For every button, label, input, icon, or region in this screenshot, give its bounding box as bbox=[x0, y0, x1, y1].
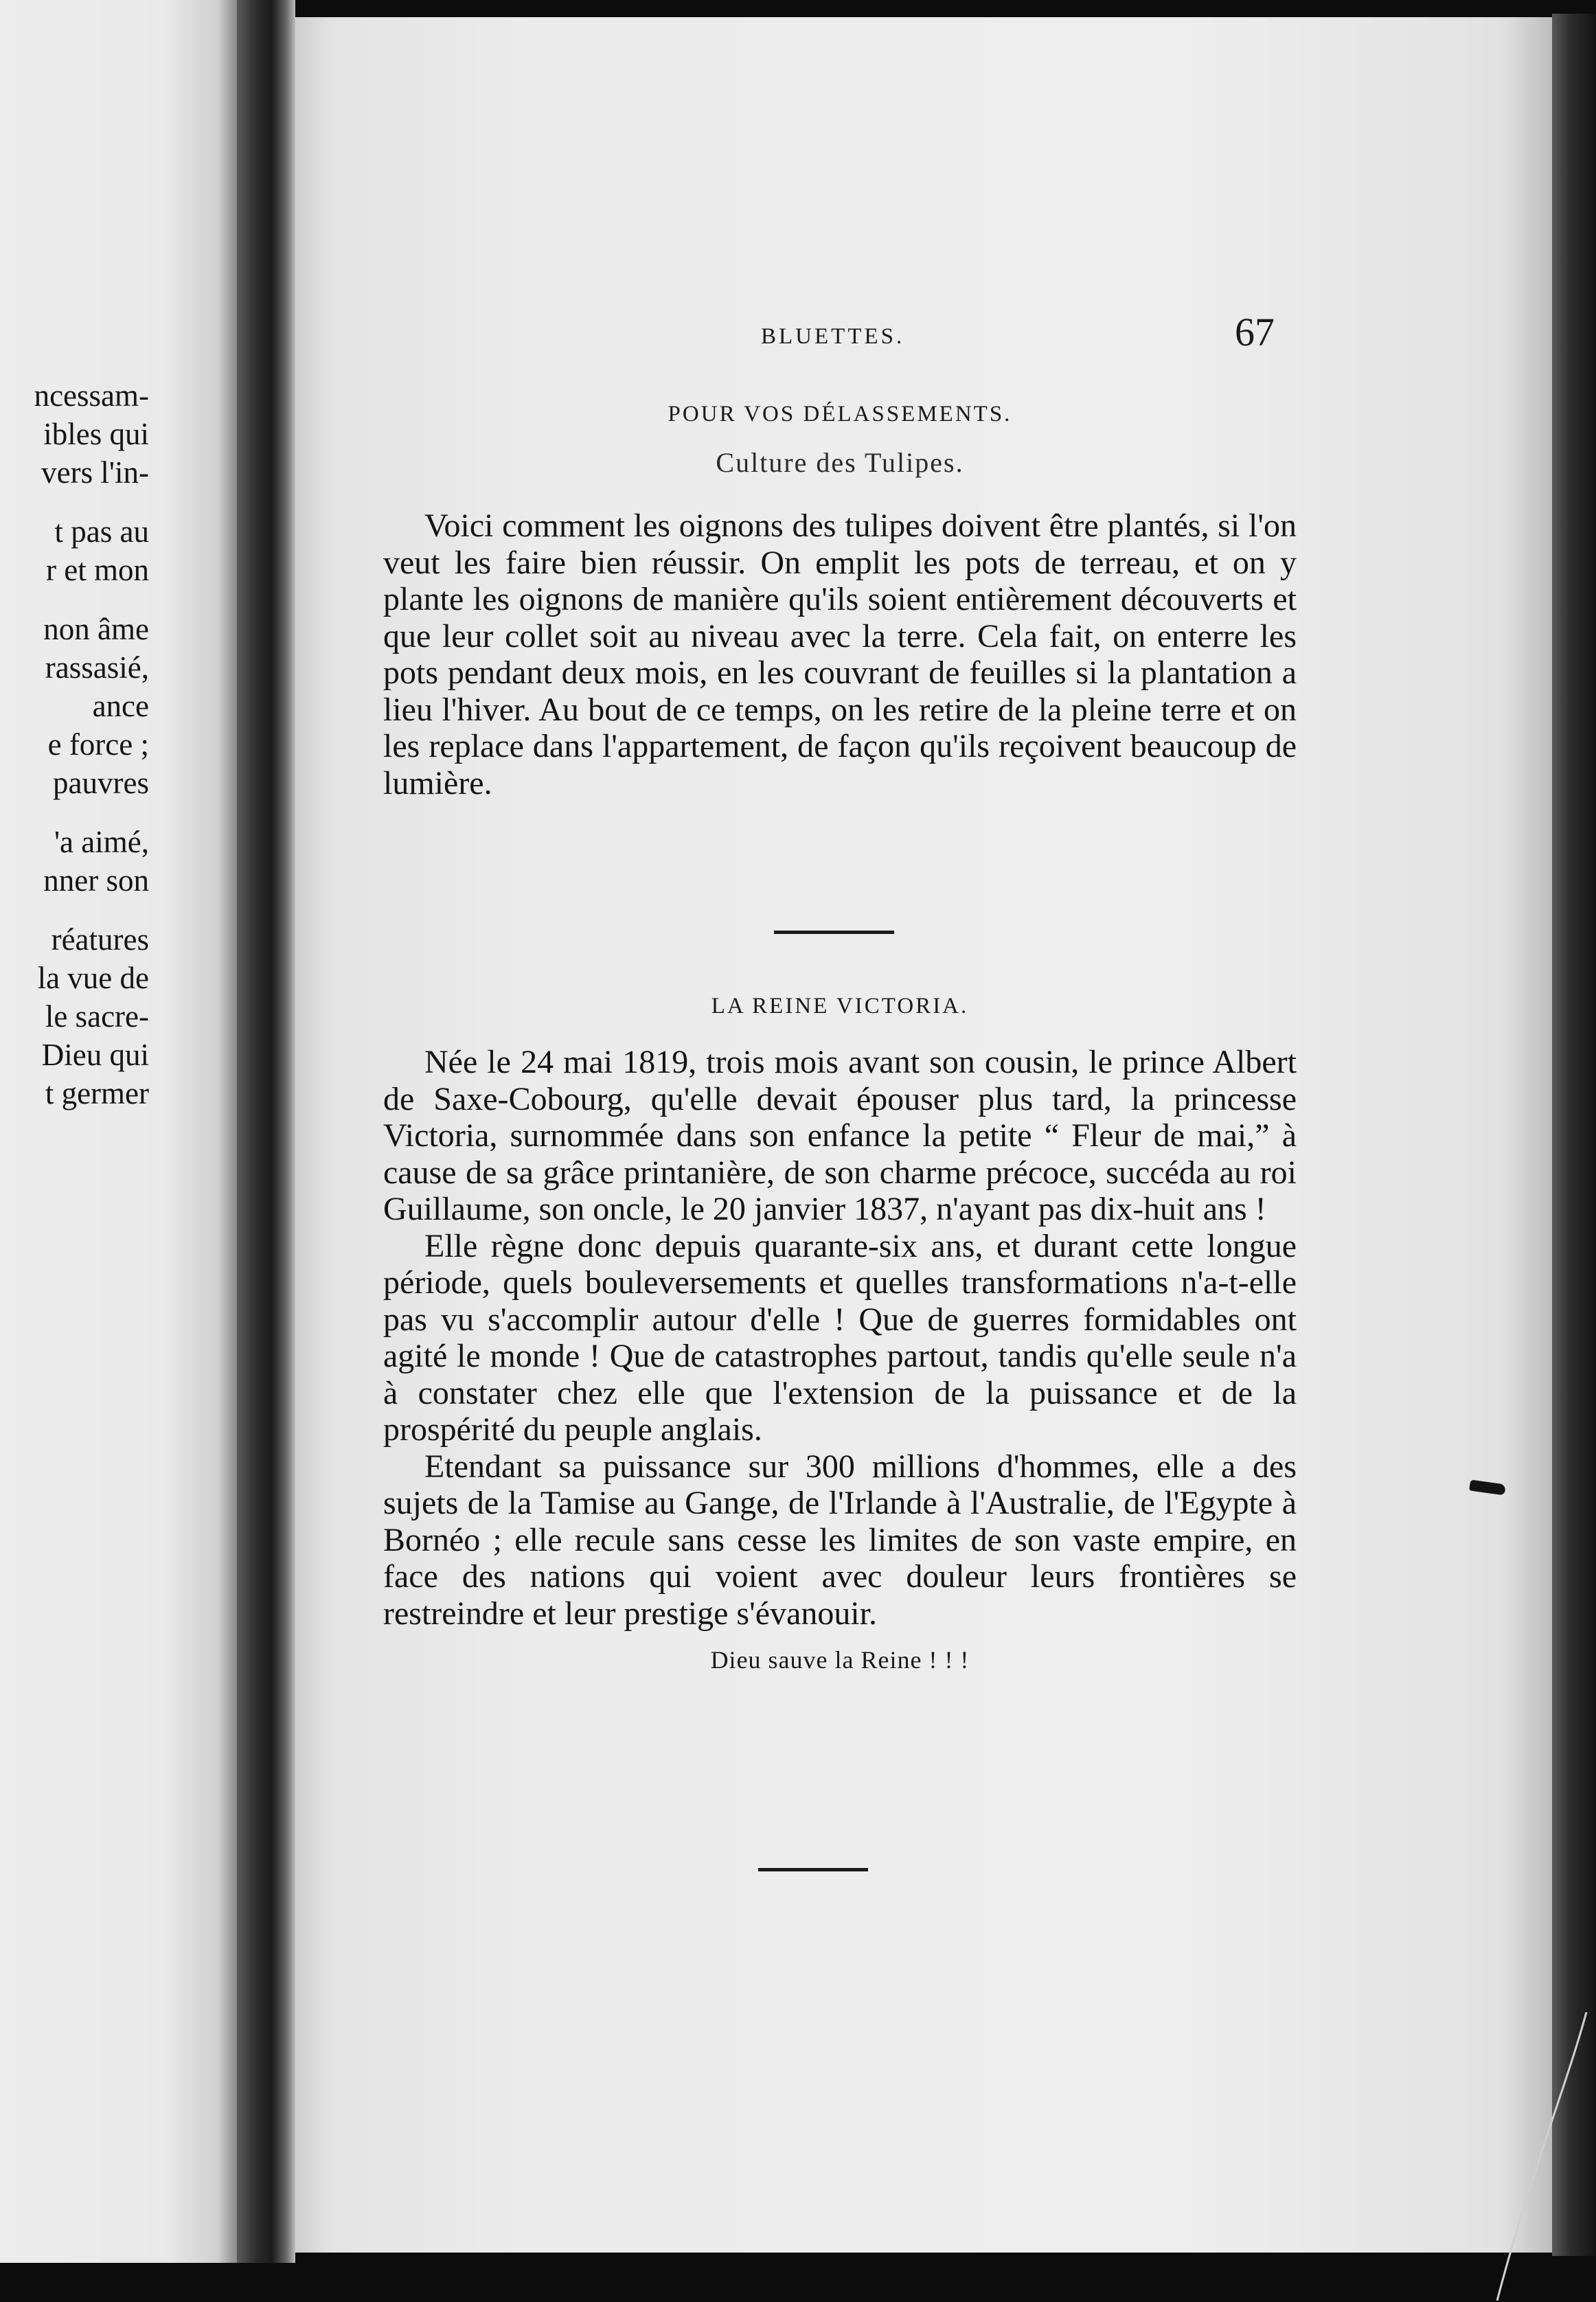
section-victoria bbox=[383, 994, 1297, 1674]
right-page bbox=[295, 17, 1552, 2253]
page-number: 67 bbox=[1235, 310, 1275, 354]
section-title: POUR VOS DÉLASSEMENTS. bbox=[668, 402, 1012, 426]
section-tulipes bbox=[383, 402, 1297, 801]
left-page-line: la vue de bbox=[37, 961, 149, 995]
left-page-line: r et mon bbox=[46, 553, 149, 587]
book-gutter bbox=[237, 0, 295, 2263]
left-page-line: pauvres bbox=[53, 766, 149, 800]
left-page-line: e force ; bbox=[47, 727, 149, 762]
line-gap bbox=[0, 589, 149, 610]
paragraph-1: Née le 24 mai 1819, trois mois avant son cousin, le prince Albert de Saxe-Cobourg, qu'elle devait épouser plus tard, la princesse Victoria, surnommée dans son enfance la petite “ Fleur de mai,” à cause de sa grâce printanière, de son charme précoce, succéda au roi Guillaume, son oncle, le 20 janvier 1837, n'ayant pas dix-huit ans ! bbox=[383, 1044, 1297, 1227]
paragraph-2: Elle règne donc depuis quarante-six ans, et durant cette longue période, quels bouleversements et quelles transformations n'a-t-elle pas vu s'accomplir autour d'elle ! Que de guerres formidables ont agité le monde ! Que de catastrophes partout, tandis qu'elle seule n'a à constater chez elle que l'extension de la puissance et de la prospérité du peuple anglais. bbox=[383, 1227, 1297, 1448]
left-page-line: rassasié, bbox=[45, 650, 149, 685]
left-page-line: ibles qui bbox=[43, 417, 149, 451]
left-page-text bbox=[0, 376, 149, 1113]
left-page-line: ncessam- bbox=[34, 378, 149, 413]
left-page-line: t pas au bbox=[54, 514, 149, 549]
left-page-fragment bbox=[0, 0, 237, 2263]
section-divider bbox=[774, 931, 894, 934]
running-head: BLUETTES. bbox=[761, 324, 905, 349]
left-page-line: non âme bbox=[43, 612, 149, 646]
section-paragraph: Voici comment les oignons des tulipes doivent être plantés, si l'on veut les faire bien réussir. On emplit les pots de terreau, et on y plante les oignons de manière qu'ils soient entièrement découverts et que leur collet soit au niveau avec la terre. Cela fait, on enterre les pots pendant deux mois, en les couvrant de feuilles si la plantation a lieu l'hiver. Au bout de ce temps, on les retire de la pleine terre et on les replace dans l'appartement, de façon qu'ils reçoivent beaucoup de lumière. bbox=[383, 508, 1297, 801]
paper-fold-line bbox=[1483, 2012, 1593, 2301]
left-page-line: réatures bbox=[51, 922, 149, 957]
section-title: LA REINE VICTORIA. bbox=[711, 994, 969, 1018]
end-divider bbox=[758, 1868, 868, 1871]
left-page-line: vers l'in- bbox=[41, 455, 149, 490]
left-page-line: le sacre- bbox=[45, 999, 149, 1034]
left-page-line: Dieu qui bbox=[41, 1038, 149, 1072]
closing-line: Dieu sauve la Reine ! ! ! bbox=[710, 1646, 970, 1674]
section-subtitle: Culture des Tulipes. bbox=[716, 447, 964, 478]
left-page-line: t germer bbox=[45, 1076, 149, 1110]
line-gap bbox=[0, 900, 149, 920]
left-page-line: nner son bbox=[43, 863, 149, 898]
line-gap bbox=[0, 492, 149, 512]
page-header bbox=[295, 309, 1552, 364]
page-edge-shadow bbox=[1552, 14, 1596, 2256]
line-gap bbox=[0, 802, 149, 823]
left-page-line: 'a aimé, bbox=[54, 825, 149, 859]
left-page-line: ance bbox=[92, 689, 149, 723]
paragraph-3: Etendant sa puissance sur 300 millions d'hommes, elle a des sujets de la Tamise au Gange, de l'Irlande à l'Australie, de l'Egypte à Bornéo ; elle recule sans cesse les limites de son vaste empire, en face des nations qui voient avec douleur leurs frontières se restreindre et leur prestige s'évanouir. bbox=[383, 1448, 1297, 1632]
